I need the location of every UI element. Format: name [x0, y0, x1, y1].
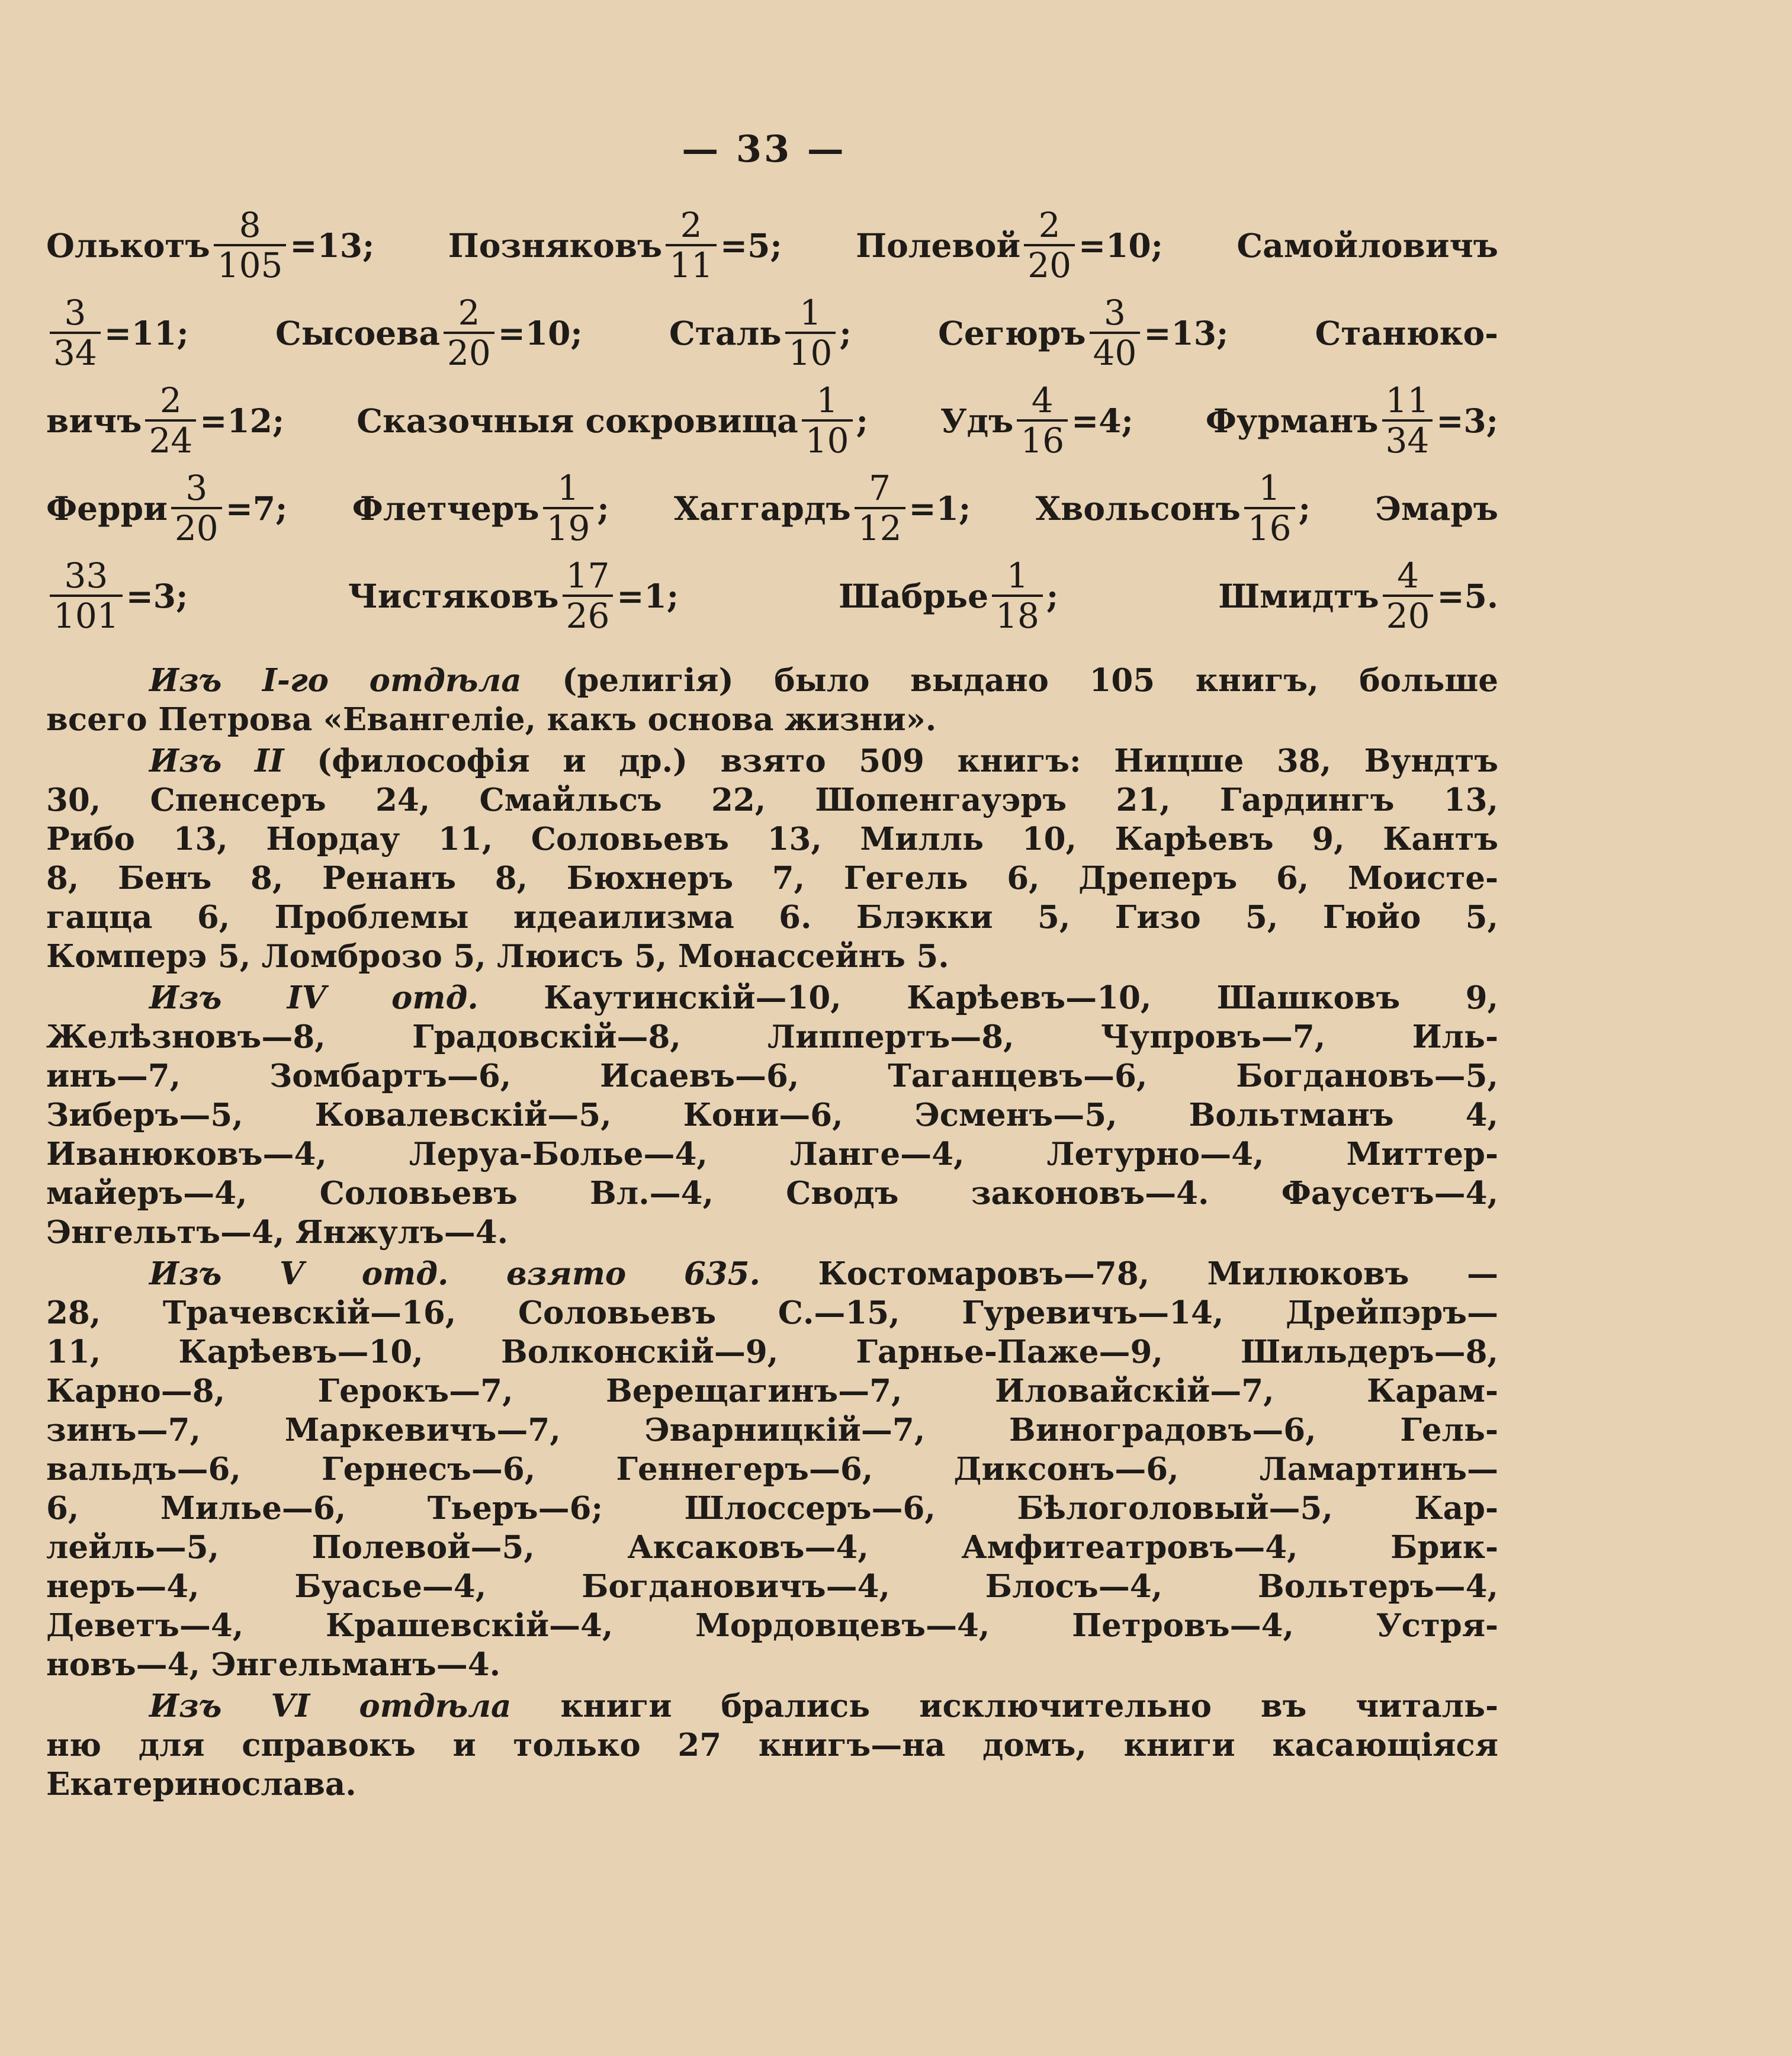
- fraction-denominator: 34: [1382, 419, 1433, 460]
- fraction-denominator: 34: [50, 332, 101, 372]
- fraction-line: [46, 464, 1498, 552]
- author-name: Сказочныя сокровища: [357, 401, 798, 440]
- author-count-entry: [1375, 489, 1498, 528]
- text-line: [46, 1213, 1498, 1252]
- fraction-numerator: 1: [1006, 555, 1029, 596]
- text-line: [46, 1056, 1498, 1096]
- fraction: [855, 469, 905, 547]
- line-text: зинъ—7, Маркевичъ—7, Эварницкій—7, Виноградовъ—6, Гель-: [46, 1412, 1498, 1448]
- text-line: [46, 1332, 1498, 1371]
- line-text: новъ—4, Энгельманъ—4.: [46, 1646, 501, 1683]
- line-text: (философія и др.) взято 509 книгъ: Ницше 38, Вундтъ: [284, 743, 1499, 779]
- text-line: [46, 741, 1498, 780]
- fraction-numerator: 4: [1397, 555, 1420, 596]
- text-line: [46, 1606, 1498, 1645]
- fraction-numerator: 17: [566, 555, 610, 596]
- fraction: [1090, 294, 1141, 372]
- section-lead: Изъ V отд. взято 635.: [149, 1255, 760, 1292]
- entry-tail: ;: [597, 489, 609, 528]
- entry-tail: =13;: [290, 226, 375, 265]
- fraction-numerator: 11: [1385, 380, 1430, 420]
- fraction-denominator: 16: [1244, 507, 1295, 547]
- author-name: Эмаръ: [1375, 489, 1498, 528]
- author-count-entry: [46, 557, 188, 635]
- fraction-denominator: 20: [1024, 244, 1075, 284]
- fraction-numerator: 4: [1031, 380, 1054, 420]
- author-name: Удъ: [940, 401, 1014, 440]
- entry-tail: =4;: [1071, 401, 1133, 440]
- fraction-numerator: 2: [1038, 205, 1061, 245]
- fraction: [145, 381, 196, 460]
- fraction-numerator: 8: [239, 205, 261, 245]
- fraction-numerator: 33: [64, 555, 108, 596]
- fraction: [1244, 469, 1295, 547]
- line-text: Желѣзновъ—8, Градовскій—8, Липпертъ—8, Чупровъ—7, Иль-: [46, 1019, 1498, 1055]
- author-count-entry: [1237, 226, 1498, 265]
- text-line: [46, 1174, 1498, 1213]
- text-line: [46, 1371, 1498, 1411]
- line-text: 28, Трачевскій—16, Соловьевъ С.—15, Гуревичъ—14, Дрейпэръ—: [46, 1294, 1498, 1331]
- text-line: [46, 1765, 1498, 1804]
- fraction: [666, 206, 717, 284]
- fraction-numerator: 1: [1258, 468, 1281, 508]
- author-name: Сталь: [669, 313, 782, 352]
- line-text: Карно—8, Герокъ—7, Верещагинъ—7, Иловайскій—7, Карам-: [46, 1373, 1498, 1409]
- fraction-denominator: 105: [214, 244, 287, 284]
- line-text: лейль—5, Полевой—5, Аксаковъ—4, Амфитеатровъ—4, Брик-: [46, 1529, 1498, 1566]
- author-count-entry: [856, 206, 1163, 284]
- fraction: [171, 469, 222, 547]
- line-text: инъ—7, Зомбартъ—6, Исаевъ—6, Таганцевъ—6, Богдановъ—5,: [46, 1058, 1498, 1094]
- author-count-entry: [46, 381, 284, 460]
- fraction-numerator: 3: [1104, 293, 1126, 333]
- entry-tail: ;: [856, 401, 868, 440]
- text-line: [46, 1411, 1498, 1450]
- author-count-entry: [275, 294, 583, 372]
- text-line: [46, 1096, 1498, 1135]
- entry-tail: =7;: [225, 489, 288, 528]
- line-text: неръ—4, Буасье—4, Богдановичъ—4, Блосъ—4, Вольтеръ—4,: [46, 1568, 1498, 1605]
- text-body: [46, 658, 1498, 1804]
- author-count-entry: [839, 557, 1058, 635]
- author-count-entry: [1218, 557, 1498, 635]
- line-text: 6, Милье—6, Тьеръ—6; Шлоссеръ—6, Бѣлоголовый—5, Кар-: [46, 1490, 1498, 1527]
- line-text: (религія) было выдано 105 книгъ, больше: [521, 662, 1499, 699]
- fraction-denominator: 24: [145, 419, 196, 460]
- fraction-line: [46, 377, 1498, 464]
- author-count-entry: [1206, 381, 1498, 460]
- text-line: [46, 1017, 1498, 1056]
- line-text: 8, Бенъ 8, Ренанъ 8, Бюхнеръ 7, Гегель 6, Дреперъ 6, Моисте-: [46, 860, 1498, 897]
- text-line: [46, 1567, 1498, 1606]
- fraction: [563, 557, 614, 635]
- text-line: [46, 937, 1498, 976]
- entry-tail: =11;: [104, 313, 189, 352]
- author-name: Фурманъ: [1205, 401, 1379, 440]
- line-text: Иванюковъ—4, Леруа-Болье—4, Ланге—4, Летурно—4, Миттер-: [46, 1136, 1498, 1172]
- author-count-entry: [348, 557, 679, 635]
- author-count-entry: [448, 206, 782, 284]
- entry-tail: ;: [839, 313, 852, 352]
- text-line: [46, 1645, 1498, 1684]
- entry-tail: ;: [1298, 489, 1311, 528]
- entry-tail: =5;: [720, 226, 782, 265]
- author-count-entry: [940, 381, 1133, 460]
- author-count-entry: [352, 469, 609, 547]
- author-name: Чистяковъ: [348, 576, 559, 615]
- fraction-numerator: 3: [64, 293, 86, 333]
- author-name: Флетчеръ: [352, 489, 539, 528]
- fraction: [1024, 206, 1075, 284]
- fraction-line: [46, 552, 1498, 640]
- line-text: Деветъ—4, Крашевскій—4, Мордовцевъ—4, Петровъ—4, Устря-: [46, 1607, 1498, 1644]
- author-name: Станюко-: [1315, 313, 1498, 352]
- fraction-numerator: 2: [159, 380, 182, 420]
- author-name: Позняковъ: [448, 226, 663, 265]
- author-name: Шмидтъ: [1218, 576, 1379, 615]
- entry-tail: =10;: [1078, 226, 1163, 265]
- fraction-denominator: 11: [666, 244, 717, 284]
- author-name: Шабрье: [839, 576, 989, 615]
- fraction: [802, 381, 853, 460]
- entry-tail: =12;: [200, 401, 285, 440]
- line-text: 30, Спенсеръ 24, Смайльсъ 22, Шопенгауэръ 21, Гардингъ 13,: [46, 782, 1498, 818]
- text-line: [46, 700, 1498, 739]
- section-lead: Изъ VI отдѣла: [149, 1688, 512, 1724]
- author-count-entry: [669, 294, 852, 372]
- fraction-numerator: 7: [869, 468, 891, 508]
- line-text: 11, Карѣевъ—10, Волконскій—9, Гарнье-Паже—9, Шильдеръ—8,: [46, 1334, 1498, 1370]
- entry-tail: =5.: [1437, 576, 1498, 615]
- fraction-denominator: 26: [563, 595, 614, 635]
- entry-tail: =10;: [497, 313, 583, 352]
- line-text: Комперэ 5, Ломброзо 5, Люисъ 5, Монассейнъ 5.: [46, 938, 949, 975]
- line-text: Костомаровъ—78, Милюковъ —: [760, 1255, 1498, 1292]
- fraction-denominator: 20: [1383, 595, 1434, 635]
- author-count-entry: [938, 294, 1228, 372]
- fraction: [992, 557, 1043, 635]
- line-text: Екатеринослава.: [46, 1766, 357, 1803]
- author-name: Ферри: [46, 489, 168, 528]
- fraction: [214, 206, 287, 284]
- text-line: [46, 1489, 1498, 1528]
- page-number: — 33 —: [682, 127, 846, 171]
- fraction-line: [46, 289, 1498, 377]
- text-line: [46, 859, 1498, 898]
- fraction: [785, 294, 836, 372]
- entry-tail: =3;: [1436, 401, 1498, 440]
- fraction-numerator: 2: [458, 293, 480, 333]
- text-line: [46, 1528, 1498, 1567]
- author-count-entry: [1315, 314, 1498, 352]
- author-count-entry: [1035, 469, 1310, 547]
- text-line: [46, 1686, 1498, 1726]
- text-line: [46, 820, 1498, 859]
- author-name: Сегюръ: [938, 313, 1086, 352]
- text-line: [46, 978, 1498, 1017]
- text-line: [46, 1254, 1498, 1293]
- fraction-denominator: 101: [50, 595, 123, 635]
- line-text: Рибо 13, Нордау 11, Соловьевъ 13, Милль 10, Карѣевъ 9, Кантъ: [46, 821, 1498, 857]
- fraction: [50, 557, 123, 635]
- entry-tail: =1;: [908, 489, 971, 528]
- fraction-numerator: 1: [799, 293, 821, 333]
- author-name: вичъ: [46, 401, 142, 440]
- section-lead: Изъ I-го отдѣла: [149, 662, 522, 699]
- line-text: майеръ—4, Соловьевъ Вл.—4, Сводъ законовъ—4. Фаусетъ—4,: [46, 1175, 1498, 1212]
- fraction: [50, 294, 101, 372]
- fraction-line: [46, 201, 1498, 289]
- fraction: [543, 469, 594, 547]
- fraction-lines: [46, 201, 1498, 640]
- author-count-entry: [46, 206, 374, 284]
- fraction-denominator: 40: [1090, 332, 1141, 372]
- author-name: Олькотъ: [46, 226, 210, 265]
- author-count-entry: [46, 294, 189, 372]
- line-text: книги брались исключительно въ читаль-: [511, 1688, 1498, 1724]
- text-line: [46, 1135, 1498, 1174]
- fraction: [1382, 381, 1433, 460]
- fraction-denominator: 10: [802, 419, 853, 460]
- author-name: Сысоева: [275, 313, 440, 352]
- fraction: [1017, 381, 1068, 460]
- line-text: гацца 6, Проблемы идеаилизма 6. Блэкки 5, Гизо 5, Гюйо 5,: [46, 899, 1498, 936]
- fraction: [1383, 557, 1434, 635]
- author-count-entry: [357, 381, 868, 460]
- section-lead: Изъ II: [149, 743, 284, 779]
- entry-tail: =1;: [616, 576, 679, 615]
- text-line: [46, 661, 1498, 700]
- line-text: Каутинскій—10, Карѣевъ—10, Шашковъ 9,: [478, 979, 1498, 1016]
- line-text: всего Петрова «Евангеліе, какъ основа жизни».: [46, 701, 937, 738]
- section-lead: Изъ IV отд.: [149, 979, 478, 1016]
- line-text: Энгельтъ—4, Янжулъ—4.: [46, 1214, 509, 1251]
- text-line: [46, 898, 1498, 937]
- author-count-entry: [674, 469, 971, 547]
- fraction-denominator: 16: [1017, 419, 1068, 460]
- text-line: [46, 1450, 1498, 1489]
- fraction-numerator: 1: [816, 380, 839, 420]
- entry-tail: =3;: [126, 576, 188, 615]
- fraction-numerator: 3: [185, 468, 208, 508]
- line-text: ню для справокъ и только 27 книгъ—на домъ, книги касающіяся: [46, 1727, 1498, 1763]
- author-count-entry: [46, 469, 287, 547]
- author-name: Полевой: [856, 226, 1021, 265]
- fraction-numerator: 1: [557, 468, 579, 508]
- text-line: [46, 1293, 1498, 1332]
- fraction-numerator: 2: [680, 205, 702, 245]
- fraction-denominator: 20: [444, 332, 494, 372]
- author-name: Самойловичъ: [1237, 226, 1498, 265]
- fraction-denominator: 19: [543, 507, 594, 547]
- entry-tail: ;: [1046, 576, 1059, 615]
- fraction-denominator: 12: [855, 507, 905, 547]
- line-text: вальдъ—6, Гернесъ—6, Геннегеръ—6, Диксонъ—6, Ламартинъ—: [46, 1451, 1498, 1488]
- text-line: [46, 780, 1498, 820]
- line-text: Зиберъ—5, Ковалевскій—5, Кони—6, Эсменъ—5, Вольтманъ 4,: [46, 1097, 1498, 1133]
- fraction: [444, 294, 494, 372]
- author-name: Хвольсонъ: [1035, 489, 1241, 528]
- entry-tail: =13;: [1144, 313, 1229, 352]
- author-name: Хаггардъ: [674, 489, 851, 528]
- text-line: [46, 1726, 1498, 1765]
- fraction-denominator: 18: [992, 595, 1043, 635]
- fraction-denominator: 10: [785, 332, 836, 372]
- fraction-denominator: 20: [171, 507, 222, 547]
